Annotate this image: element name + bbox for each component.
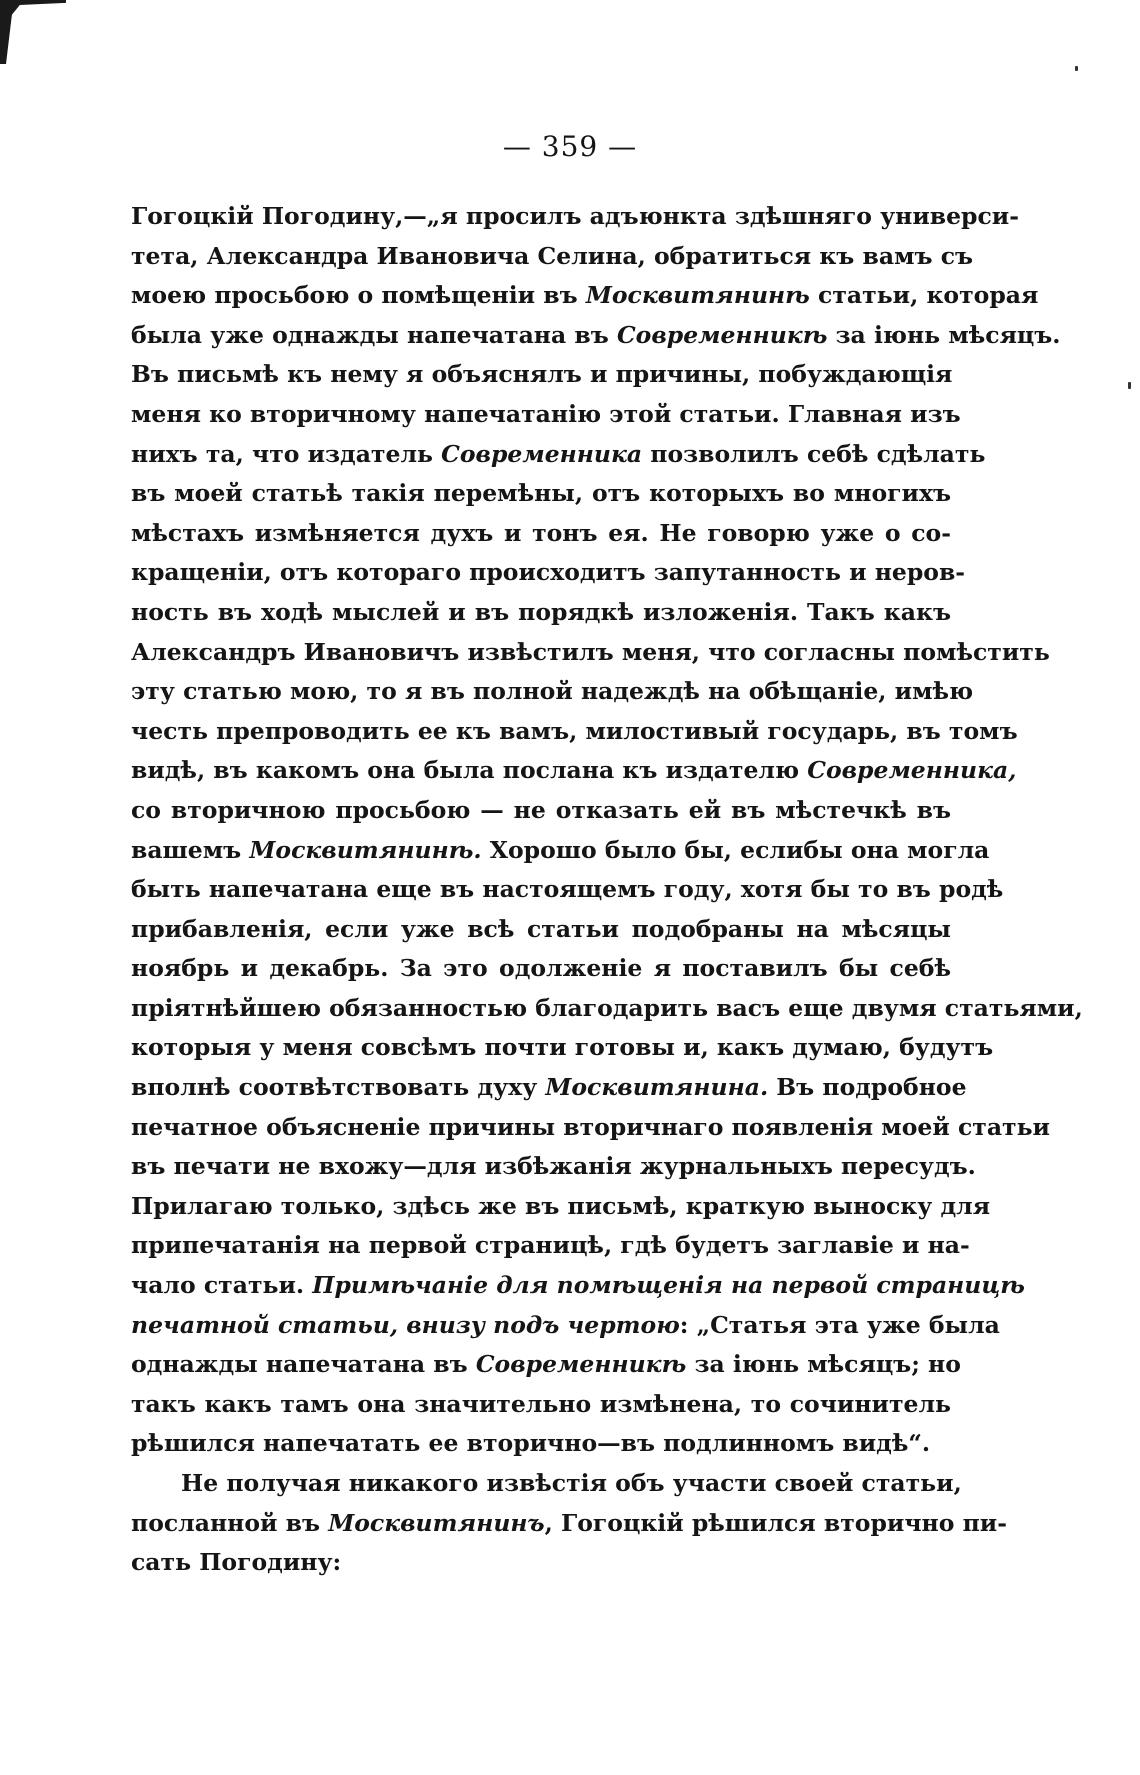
text-line: [131, 553, 966, 593]
text-run: которыя у меня совсѣмъ почти готовы и, какъ думаю, будутъ: [131, 1033, 994, 1062]
text-line: [131, 514, 951, 554]
italic-run: Современника,: [807, 756, 1017, 785]
text-line: [131, 910, 951, 950]
italic-run: Современникѣ: [475, 1350, 687, 1379]
text-run: прибавленія, если уже всѣ статьи подобраны на мѣсяцы: [131, 914, 951, 943]
text-run: ноябрь и декабрь. За это одолженіе я поставилъ бы себѣ: [131, 954, 951, 983]
text-line: [131, 316, 1061, 356]
text-run: меня ко вторичному напечатанію этой статьи. Главная изъ: [131, 399, 961, 428]
text-line: [131, 197, 1019, 237]
text-line: [131, 355, 951, 395]
italic-run: Москвитянинѣ: [585, 281, 810, 310]
text-run: честь препроводить ее къ вамъ, милостивый государь, въ томъ: [131, 716, 1018, 745]
text-run: за іюнь мѣсяцъ.: [827, 320, 1061, 349]
text-line: [131, 1306, 1000, 1346]
text-line: [131, 870, 1004, 910]
text-run: : „Статья эта уже была: [679, 1310, 1000, 1339]
text-run: нихъ та, что издатель: [131, 439, 442, 468]
scan-speck: [1128, 382, 1131, 389]
text-line: [131, 633, 1050, 673]
text-run: тета, Александра Ивановича Селина, обратиться къ вамъ съ: [131, 241, 974, 270]
text-line: [131, 751, 1017, 791]
italic-run: Современникѣ: [616, 320, 828, 349]
text-line: [131, 831, 990, 871]
text-run: печатное объясненіе причины вторичнаго появленія моей статьи: [131, 1112, 1050, 1141]
italic-run: печатной статьи, внизу подъ чертою: [131, 1310, 680, 1339]
text-run: такъ какъ тамъ она значительно измѣнена, то сочинитель: [131, 1389, 951, 1418]
italic-run: Москвитянина.: [545, 1073, 769, 1102]
text-line: [131, 474, 951, 514]
text-run: быть напечатана еще въ настоящемъ году, хотя бы то въ родѣ: [131, 875, 1004, 904]
italic-run: Москвитянинѣ.: [249, 835, 482, 864]
text-line: [131, 276, 1039, 316]
text-line: [131, 672, 974, 712]
text-run: видѣ, въ какомъ она была послана къ издателю: [131, 756, 808, 785]
text-run: Въ письмѣ къ нему я объяснялъ и причины, побуждающія: [131, 360, 953, 389]
text-line: [131, 1028, 994, 1068]
text-run: пріятнѣйшею обязанностью благодарить васъ еще двумя статьями,: [131, 993, 1083, 1022]
text-line: [131, 1385, 951, 1425]
text-run: была уже однажды напечатана въ: [131, 320, 617, 349]
scan-edge-artifact: [0, 14, 12, 64]
text-run: вполнѣ соотвѣтствовать духу: [131, 1073, 546, 1102]
text-run: кращеніи, отъ котораго происходитъ запутанность и неров-: [131, 558, 966, 587]
text-line: [131, 435, 986, 475]
text-run: Хорошо было бы, еслибы она могла: [481, 835, 990, 864]
text-run: вашемъ: [131, 835, 250, 864]
text-line: [131, 395, 961, 435]
text-run: эту статью мою, то я въ полной надеждѣ на обѣщаніе, имѣю: [131, 677, 974, 706]
text-line: [131, 1345, 961, 1385]
text-run: ность въ ходѣ мыслей и въ порядкѣ изложенія. Такъ какъ: [131, 597, 951, 626]
text-run: Александръ Ивановичъ извѣстилъ меня, что согласны помѣстить: [131, 637, 1050, 666]
text-line: [131, 1464, 962, 1504]
text-line: [131, 1504, 1007, 1544]
text-run: въ печати не вхожу—для избѣжанія журнальныхъ пересудъ.: [131, 1152, 976, 1181]
body-text: [131, 197, 1083, 1583]
text-line: [131, 593, 951, 633]
text-line: [131, 1108, 1050, 1148]
text-run: однажды напечатана въ: [131, 1350, 476, 1379]
text-line: [131, 1068, 967, 1108]
page-number: — 359 —: [502, 130, 638, 163]
text-run: , Гогоцкій рѣшился вторично пи-: [544, 1508, 1007, 1537]
text-line: [131, 1147, 976, 1187]
text-run: Въ подробное: [768, 1073, 967, 1102]
text-run: со вторичною просьбою — не отказать ей въ мѣстечкѣ въ: [131, 795, 951, 824]
text-line: [131, 791, 951, 831]
text-run: чало статьи.: [131, 1271, 313, 1300]
text-line: [131, 1187, 991, 1227]
text-run: Не получая никакого извѣстія объ участи своей статьи,: [181, 1469, 962, 1497]
text-run: сать Погодину:: [131, 1548, 342, 1577]
text-line: [131, 1226, 970, 1266]
text-run: моею просьбою о помѣщеніи въ: [131, 281, 586, 310]
italic-run: Примѣчаніе для помѣщенія на первой страницѣ: [312, 1271, 1025, 1300]
text-line: [131, 1543, 951, 1583]
text-run: мѣстахъ измѣняется духъ и тонъ ея. Не говорю уже о со-: [131, 518, 951, 547]
text-line: [131, 989, 1083, 1029]
text-run: припечатанія на первой страницѣ, гдѣ будетъ заглавіе и на-: [131, 1231, 970, 1260]
text-run: статьи, которая: [809, 281, 1039, 310]
text-run: посланной въ: [131, 1508, 329, 1537]
text-run: въ моей статьѣ такія перемѣны, отъ которыхъ во многихъ: [131, 479, 951, 508]
italic-run: Москвитянинъ: [328, 1508, 545, 1537]
italic-run: Современника: [441, 439, 643, 468]
text-line: [131, 1424, 951, 1464]
text-run: Прилагаю только, здѣсь же въ письмѣ, краткую выноску для: [131, 1191, 991, 1220]
text-line: [131, 712, 1018, 752]
text-line: [131, 237, 974, 277]
scan-speck: [1075, 66, 1078, 71]
text-run: рѣшился напечатать ее вторично—въ подлинномъ видѣ“.: [131, 1429, 931, 1458]
text-line: [131, 1266, 1025, 1306]
text-line: [131, 949, 951, 989]
text-run: за іюнь мѣсяцъ; но: [686, 1350, 961, 1379]
text-run: Гогоцкій Погодину,—„я просилъ адъюнкта здѣшняго универси-: [131, 202, 1019, 230]
text-run: позволилъ себѣ сдѣлать: [642, 439, 986, 468]
